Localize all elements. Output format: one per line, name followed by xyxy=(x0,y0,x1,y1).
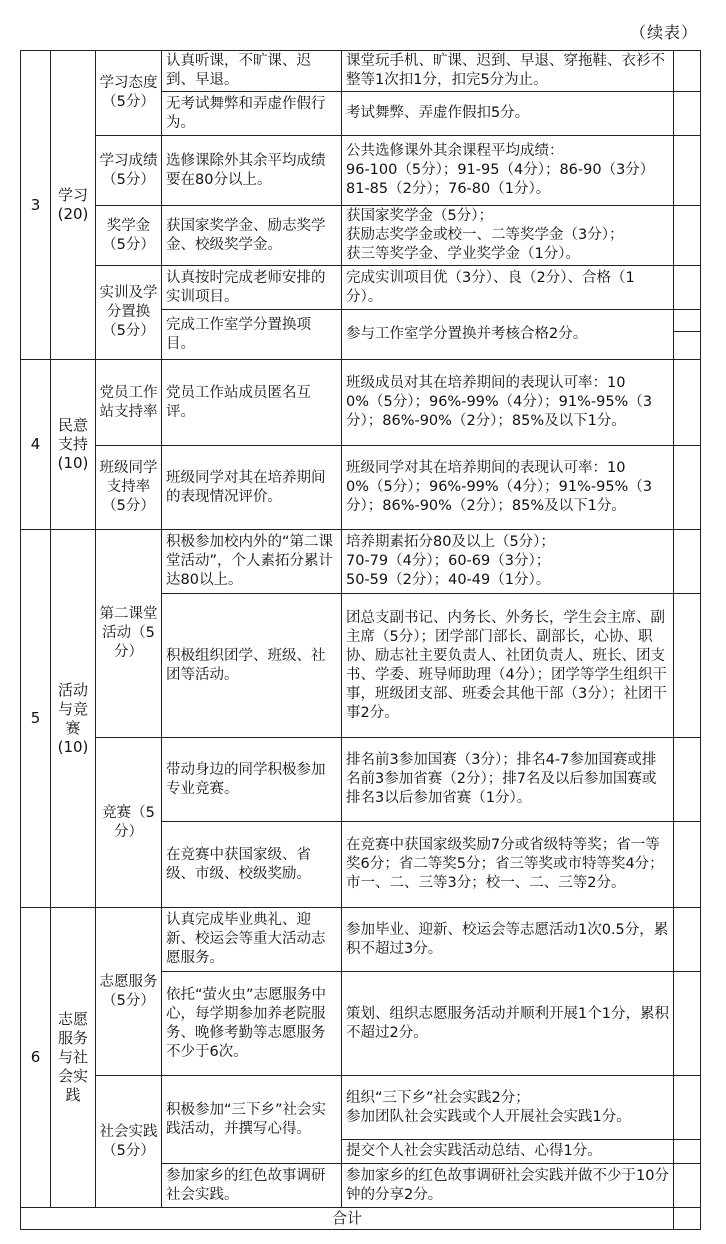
criteria-cell: 参加家乡的红色故事调研社会实践并做不少于10分钟的分享2分。 xyxy=(342,1164,674,1208)
score-cell xyxy=(674,51,701,92)
requirement-cell: 班级同学对其在培养期间的表现情况评价。 xyxy=(162,446,342,530)
criteria-cell: 公共选修课外其余课程平均成绩： 96-100（5分）；91-95（4分）；86-90（3分） 81-85（2分）；76-80（1分）。 xyxy=(342,136,674,206)
requirement-cell: 参加家乡的红色故事调研社会实践。 xyxy=(162,1164,342,1208)
requirement-cell: 党员工作站成员匿名互评。 xyxy=(162,360,342,446)
subcategory-name: 竞赛（5分） xyxy=(96,738,162,908)
evaluation-table xyxy=(20,50,701,1230)
requirement-cell: 积极组织团学、班级、社团等活动。 xyxy=(162,594,342,738)
section-number: 4 xyxy=(21,360,51,530)
subcategory-name: 党员工作站支持率 xyxy=(96,360,162,446)
requirement-cell: 在竞赛中获国家级、省级、市级、校级奖励。 xyxy=(162,822,342,908)
criteria-cell: 培养期素拓分80及以上（5分）； 70-79（4分）；60-69（3分）； 50-59（2分）；40-49（1分）。 xyxy=(342,530,674,594)
score-cell xyxy=(674,310,701,332)
subcategory-name: 社会实践（5分） xyxy=(96,1076,162,1208)
criteria-cell: 在竞赛中获国家级奖励7分或省级特等奖；省一等奖6分；省二等奖5分；省三等奖或市特等奖4分；市一、二、三等3分；校一、二、三等2分。 xyxy=(342,822,674,908)
score-cell xyxy=(674,206,701,266)
table-row xyxy=(21,908,701,972)
requirement-cell: 带动身边的同学积极参加专业竞赛。 xyxy=(162,738,342,822)
criteria-cell: 参加毕业、迎新、校运会等志愿活动1次0.5分，累积不超过3分。 xyxy=(342,908,674,972)
table-row xyxy=(21,446,701,530)
criteria-cell: 团总支副书记、内务长、外务长，学生会主席、副主席（5分）；团学部门部长、副部长，心协、职协、励志社主要负责人、社团负责人、班长、团支书、学委、班导师助理（4分）；团学等学生组织干事，班级团支部、班委会其他干部（3分）；社团干事2分。 xyxy=(342,594,674,738)
requirement-cell: 认真听课，不旷课、迟到、早退。 xyxy=(162,51,342,92)
score-cell xyxy=(674,1140,701,1164)
total-score-cell xyxy=(674,1208,701,1230)
section-number: 3 xyxy=(21,51,51,360)
score-cell xyxy=(674,594,701,738)
score-cell xyxy=(674,332,701,360)
total-label: 合计 xyxy=(21,1208,674,1230)
section-number: 5 xyxy=(21,530,51,908)
subcategory-name: 班级同学支持率（5分） xyxy=(96,446,162,530)
table-row xyxy=(21,738,701,822)
table-row xyxy=(21,51,701,92)
table-row xyxy=(21,266,701,310)
subcategory-name: 第二课堂活动（5分） xyxy=(96,530,162,738)
requirement-cell: 认真按时完成老师安排的实训项目。 xyxy=(162,266,342,310)
criteria-cell: 提交个人社会实践活动总结、心得1分。 xyxy=(342,1140,674,1164)
table-row xyxy=(21,206,701,266)
criteria-cell: 班级成员对其在培养期间的表现认可率：100%（5分）；96%-99%（4分）；91%-95%（3分）；86%-90%（2分）；85%及以下1分。 xyxy=(342,360,674,446)
score-cell xyxy=(674,266,701,310)
criteria-cell: 课堂玩手机、旷课、迟到、早退、穿拖鞋、衣衫不整等1次扣1分，扣完5分为止。 xyxy=(342,51,674,92)
criteria-cell: 考试舞弊、弄虚作假扣5分。 xyxy=(342,92,674,136)
subcategory-name: 学习态度（5分） xyxy=(96,51,162,136)
total-row xyxy=(21,1208,701,1230)
subcategory-name: 奖学金（5分） xyxy=(96,206,162,266)
subcategory-name: 志愿服务（5分） xyxy=(96,908,162,1076)
score-cell xyxy=(674,92,701,136)
table-row xyxy=(21,360,701,446)
score-cell xyxy=(674,822,701,908)
table-row xyxy=(21,1076,701,1140)
requirement-cell: 积极参加校内外的“第二课堂活动”，个人素拓分累计达80以上。 xyxy=(162,530,342,594)
requirement-cell: 获国家奖学金、励志奖学金、校级奖学金。 xyxy=(162,206,342,266)
subcategory-name: 实训及学分置换（5分） xyxy=(96,266,162,360)
subcategory-name: 学习成绩（5分） xyxy=(96,136,162,206)
section-number: 6 xyxy=(21,908,51,1208)
score-cell xyxy=(674,136,701,206)
score-cell xyxy=(674,1164,701,1208)
table-row xyxy=(21,530,701,594)
section-category: 学习 (20) xyxy=(51,51,96,360)
section-category: 活动 与竞 赛 (10) xyxy=(51,530,96,908)
score-cell xyxy=(674,738,701,822)
score-cell xyxy=(674,446,701,530)
score-cell xyxy=(674,908,701,972)
criteria-cell: 策划、组织志愿服务活动并顺利开展1个1分，累积不超过2分。 xyxy=(342,972,674,1076)
score-cell xyxy=(674,972,701,1076)
section-category: 志愿 服务 与社 会实 践 xyxy=(51,908,96,1208)
requirement-cell: 完成工作室学分置换项目。 xyxy=(162,310,342,360)
section-category: 民意 支持 (10) xyxy=(51,360,96,530)
table-row xyxy=(21,136,701,206)
requirement-cell: 积极参加“三下乡”社会实践活动，并撰写心得。 xyxy=(162,1076,342,1164)
requirement-cell: 选修课除外其余平均成绩要在80分以上。 xyxy=(162,136,342,206)
criteria-cell: 获国家奖学金（5分）； 获励志奖学金或校一、二等奖学金（3分）； 获三等奖学金、学业奖学金（1分）。 xyxy=(342,206,674,266)
criteria-cell: 组织“三下乡”社会实践2分； 参加团队社会实践或个人开展社会实践1分。 xyxy=(342,1076,674,1140)
score-cell xyxy=(674,530,701,594)
criteria-cell: 排名前3参加国赛（3分）；排名4-7参加国赛或排名前3参加省赛（2分）；排7名及以后参加国赛或排名3以后参加省赛（1分）。 xyxy=(342,738,674,822)
criteria-cell: 参与工作室学分置换并考核合格2分。 xyxy=(342,310,674,360)
score-cell xyxy=(674,1076,701,1140)
score-cell xyxy=(674,360,701,446)
requirement-cell: 依托“萤火虫”志愿服务中心，每学期参加养老院服务、晚修考勤等志愿服务不少于6次。 xyxy=(162,972,342,1076)
criteria-cell: 班级同学对其在培养期间的表现认可率：100%（5分）；96%-99%（4分）；91%-95%（3分）；86%-90%（2分）；85%及以下1分。 xyxy=(342,446,674,530)
continued-label: （续表） xyxy=(629,23,698,42)
criteria-cell: 完成实训项目优（3分）、良（2分）、合格（1分）。 xyxy=(342,266,674,310)
requirement-cell: 无考试舞弊和弄虚作假行为。 xyxy=(162,92,342,136)
requirement-cell: 认真完成毕业典礼、迎新、校运会等重大活动志愿服务。 xyxy=(162,908,342,972)
